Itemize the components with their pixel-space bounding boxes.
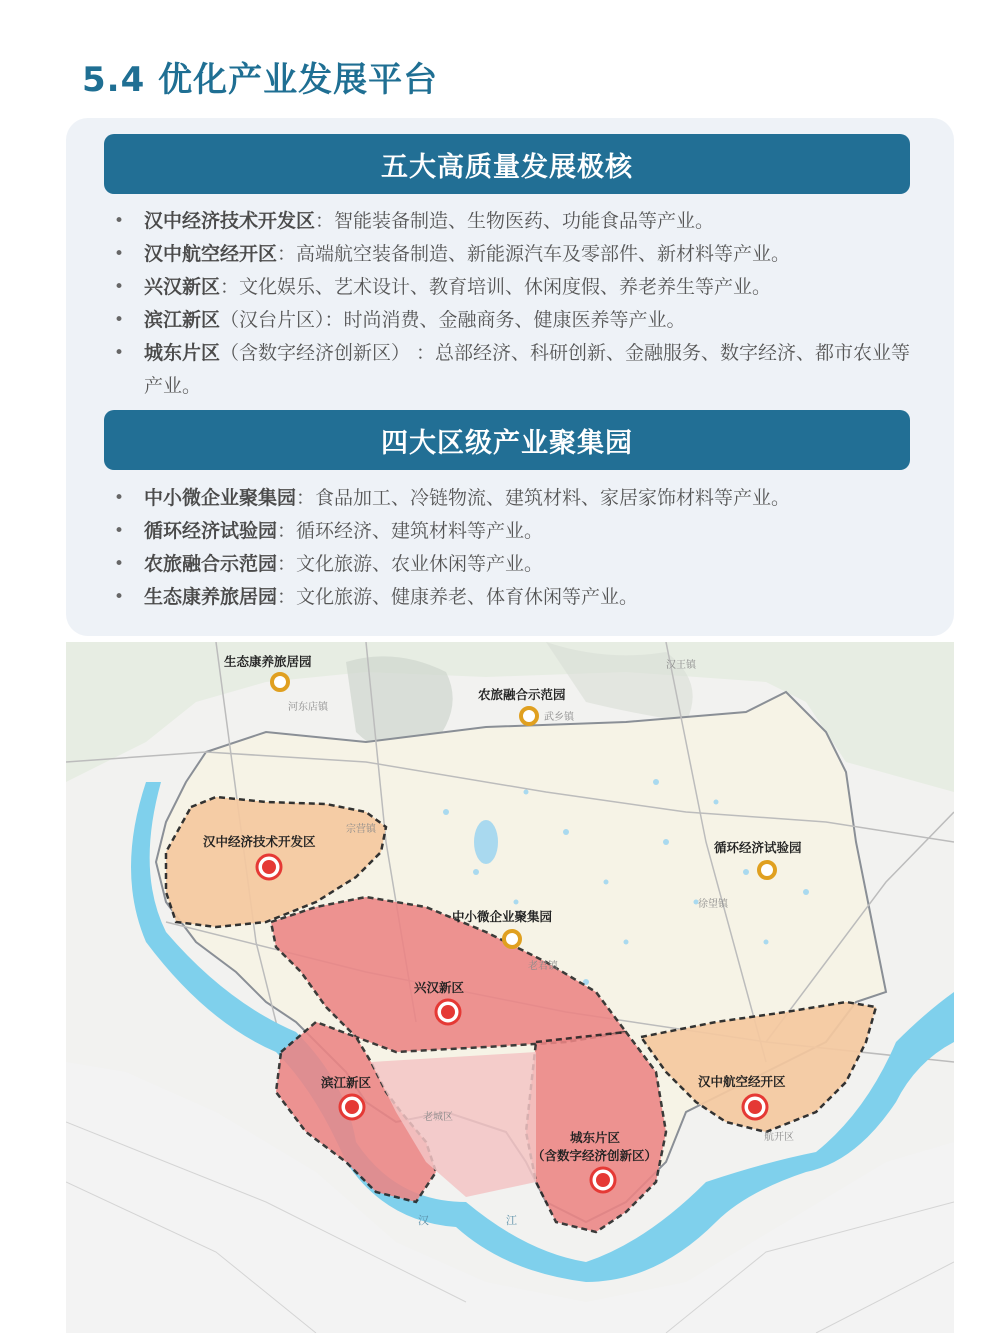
item-name: 汉中经济技术开发区 (144, 210, 316, 232)
section-heading-poles: 五大高质量发展极核 (104, 134, 910, 194)
place-old-town: 老城区 (423, 1112, 453, 1123)
place-wuxiang: 武乡镇 (544, 712, 574, 723)
list-item (112, 304, 912, 337)
parks-list (112, 482, 912, 614)
list-item (112, 337, 912, 403)
item-desc: （含数字经济创新区） ：总部经济、科研创新、金融服务、数字经济、都市农业等产业。 (144, 342, 911, 397)
core-marker (591, 1168, 615, 1192)
place-hedongdian: 河东店镇 (288, 702, 328, 713)
label-aviation: 汉中航空经开区 (698, 1074, 786, 1089)
place-hanwang: 汉王镇 (666, 660, 696, 671)
list-item (112, 515, 912, 548)
item-desc: ：文化旅游、健康养老、体育休闲等产业。 (277, 586, 639, 608)
label-binjiang: 滨江新区 (321, 1075, 372, 1090)
industry-platform-map (66, 642, 954, 1333)
place-hangkai: 航开区 (764, 1132, 794, 1143)
item-name: 汉中航空经开区 (144, 243, 278, 265)
river-label-jiang: 江 (506, 1214, 517, 1227)
place-xuwang: 徐望镇 (698, 899, 728, 910)
list-item (112, 238, 912, 271)
list-item (112, 482, 912, 515)
label-sme-park: 中小微企业聚集园 (452, 909, 553, 924)
park-marker (272, 674, 288, 690)
item-name: 中小微企业聚集园 (144, 487, 297, 509)
list-item (112, 205, 912, 238)
core-marker (340, 1095, 364, 1119)
item-desc: ：循环经济、建筑材料等产业。 (277, 520, 544, 542)
place-laojun: 老君镇 (528, 961, 558, 972)
park-marker (504, 931, 520, 947)
list-item (112, 581, 912, 614)
item-desc: ：文化娱乐、艺术设计、教育培训、休闲度假、养老养生等产业。 (220, 276, 772, 298)
item-desc: （汉台片区）：时尚消费、金融商务、健康医养等产业。 (220, 309, 686, 331)
core-marker (257, 855, 281, 879)
item-name: 城东片区 (144, 342, 221, 364)
label-chengdong: 城东片区 (570, 1130, 621, 1145)
poles-list (112, 205, 912, 403)
label-agri-park: 农旅融合示范园 (478, 687, 566, 702)
map-svg (66, 642, 954, 1333)
core-marker (743, 1095, 767, 1119)
park-marker (521, 708, 537, 724)
item-desc: ：文化旅游、农业休闲等产业。 (277, 553, 544, 575)
page-title: 5.4 优化产业发展平台 (82, 60, 439, 100)
item-desc: ：高端航空装备制造、新能源汽车及零部件、新材料等产业。 (277, 243, 791, 265)
item-name: 生态康养旅居园 (144, 586, 278, 608)
item-name: 滨江新区 (144, 309, 221, 331)
item-name: 兴汉新区 (144, 276, 221, 298)
park-marker (759, 862, 775, 878)
core-marker (436, 1000, 460, 1024)
item-desc: ：智能装备制造、生物医药、功能食品等产业。 (315, 210, 715, 232)
label-eco-park: 生态康养旅居园 (224, 654, 312, 669)
label-circular-park: 循环经济试验园 (714, 840, 802, 855)
list-item (112, 271, 912, 304)
label-chengdong-sub: （含数字经济创新区） (532, 1148, 658, 1163)
item-desc: ：食品加工、冷链物流、建筑材料、家居家饰材料等产业。 (296, 487, 791, 509)
river-label-han: 汉 (418, 1214, 429, 1227)
label-xinghan: 兴汉新区 (414, 980, 465, 995)
list-item (112, 548, 912, 581)
item-name: 农旅融合示范园 (144, 553, 278, 575)
section-heading-parks: 四大区级产业聚集园 (104, 410, 910, 470)
label-etdz: 汉中经济技术开发区 (203, 834, 316, 849)
place-zongying: 宗营镇 (346, 824, 376, 835)
item-name: 循环经济试验园 (144, 520, 278, 542)
